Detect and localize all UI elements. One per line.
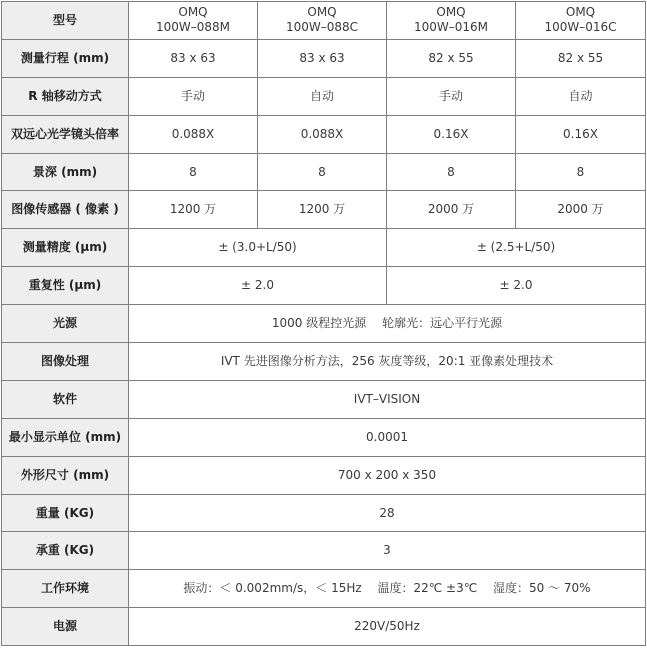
row-label: 图像传感器 ( 像素 ) [2,191,129,229]
cell-value: 2000 万 [387,191,516,229]
row-label: 最小显示单位 (mm) [2,418,129,456]
cell-value: 手动 [387,77,516,115]
cell-value: 28 [129,494,646,532]
cell-value: 700 x 200 x 350 [129,456,646,494]
cell-value: 手动 [129,77,258,115]
cell-value: ± (3.0+L/50) [129,229,387,267]
cell-value: 82 x 55 [516,39,646,77]
cell-value: 3 [129,532,646,570]
cell-value: 1200 万 [129,191,258,229]
row-label: 外形尺寸 (mm) [2,456,129,494]
row-label: 软件 [2,380,129,418]
cell-value: 自动 [258,77,387,115]
table-row [2,115,646,153]
cell-value: 1200 万 [258,191,387,229]
cell-value: 振动：＜ 0.002mm/s，＜ 15Hz 温度：22℃ ±3℃ 湿度：50 ～ 70% [129,570,646,608]
row-label: 图像处理 [2,343,129,381]
cell-value: 0.088X [258,115,387,153]
table-row [2,343,646,381]
cell-value: IVT 先进图像分析方法，256 灰度等级，20:1 亚像素处理技术 [129,343,646,381]
table-row [2,380,646,418]
table-row [2,418,646,456]
cell-value: 8 [387,153,516,191]
cell-value: 82 x 55 [387,39,516,77]
row-label: R 轴移动方式 [2,77,129,115]
table-row [2,305,646,343]
row-label: 承重 (KG) [2,532,129,570]
model-cell: OMQ 100W–016M [387,2,516,40]
cell-value: 8 [258,153,387,191]
table-row [2,191,646,229]
cell-value: 0.16X [387,115,516,153]
spec-table [1,1,646,646]
cell-value: 1000 级程控光源 轮廓光：远心平行光源 [129,305,646,343]
cell-value: 220V/50Hz [129,608,646,646]
row-label: 测量行程 (mm) [2,39,129,77]
cell-value: 自动 [516,77,646,115]
cell-value: 8 [516,153,646,191]
row-label: 工作环境 [2,570,129,608]
cell-value: ± 2.0 [129,267,387,305]
row-label: 电源 [2,608,129,646]
table-row [2,608,646,646]
model-cell: OMQ 100W–088M [129,2,258,40]
header-row [2,2,646,40]
table-row [2,229,646,267]
model-cell: OMQ 100W–088C [258,2,387,40]
cell-value: 0.0001 [129,418,646,456]
cell-value: 83 x 63 [129,39,258,77]
table-row [2,570,646,608]
cell-value: 0.088X [129,115,258,153]
row-label: 光源 [2,305,129,343]
row-label: 重量 (KG) [2,494,129,532]
row-label: 重复性 (μm) [2,267,129,305]
cell-value: ± 2.0 [387,267,646,305]
cell-value: 8 [129,153,258,191]
row-label: 双远心光学镜头倍率 [2,115,129,153]
table-row [2,532,646,570]
table-row [2,494,646,532]
header-label: 型号 [2,2,129,40]
table-row [2,153,646,191]
cell-value: 83 x 63 [258,39,387,77]
cell-value: 0.16X [516,115,646,153]
cell-value: IVT–VISION [129,380,646,418]
table-row [2,77,646,115]
table-row [2,267,646,305]
table-row [2,39,646,77]
cell-value: 2000 万 [516,191,646,229]
cell-value: ± (2.5+L/50) [387,229,646,267]
row-label: 景深 (mm) [2,153,129,191]
model-cell: OMQ 100W–016C [516,2,646,40]
table-row [2,456,646,494]
row-label: 测量精度 (μm) [2,229,129,267]
